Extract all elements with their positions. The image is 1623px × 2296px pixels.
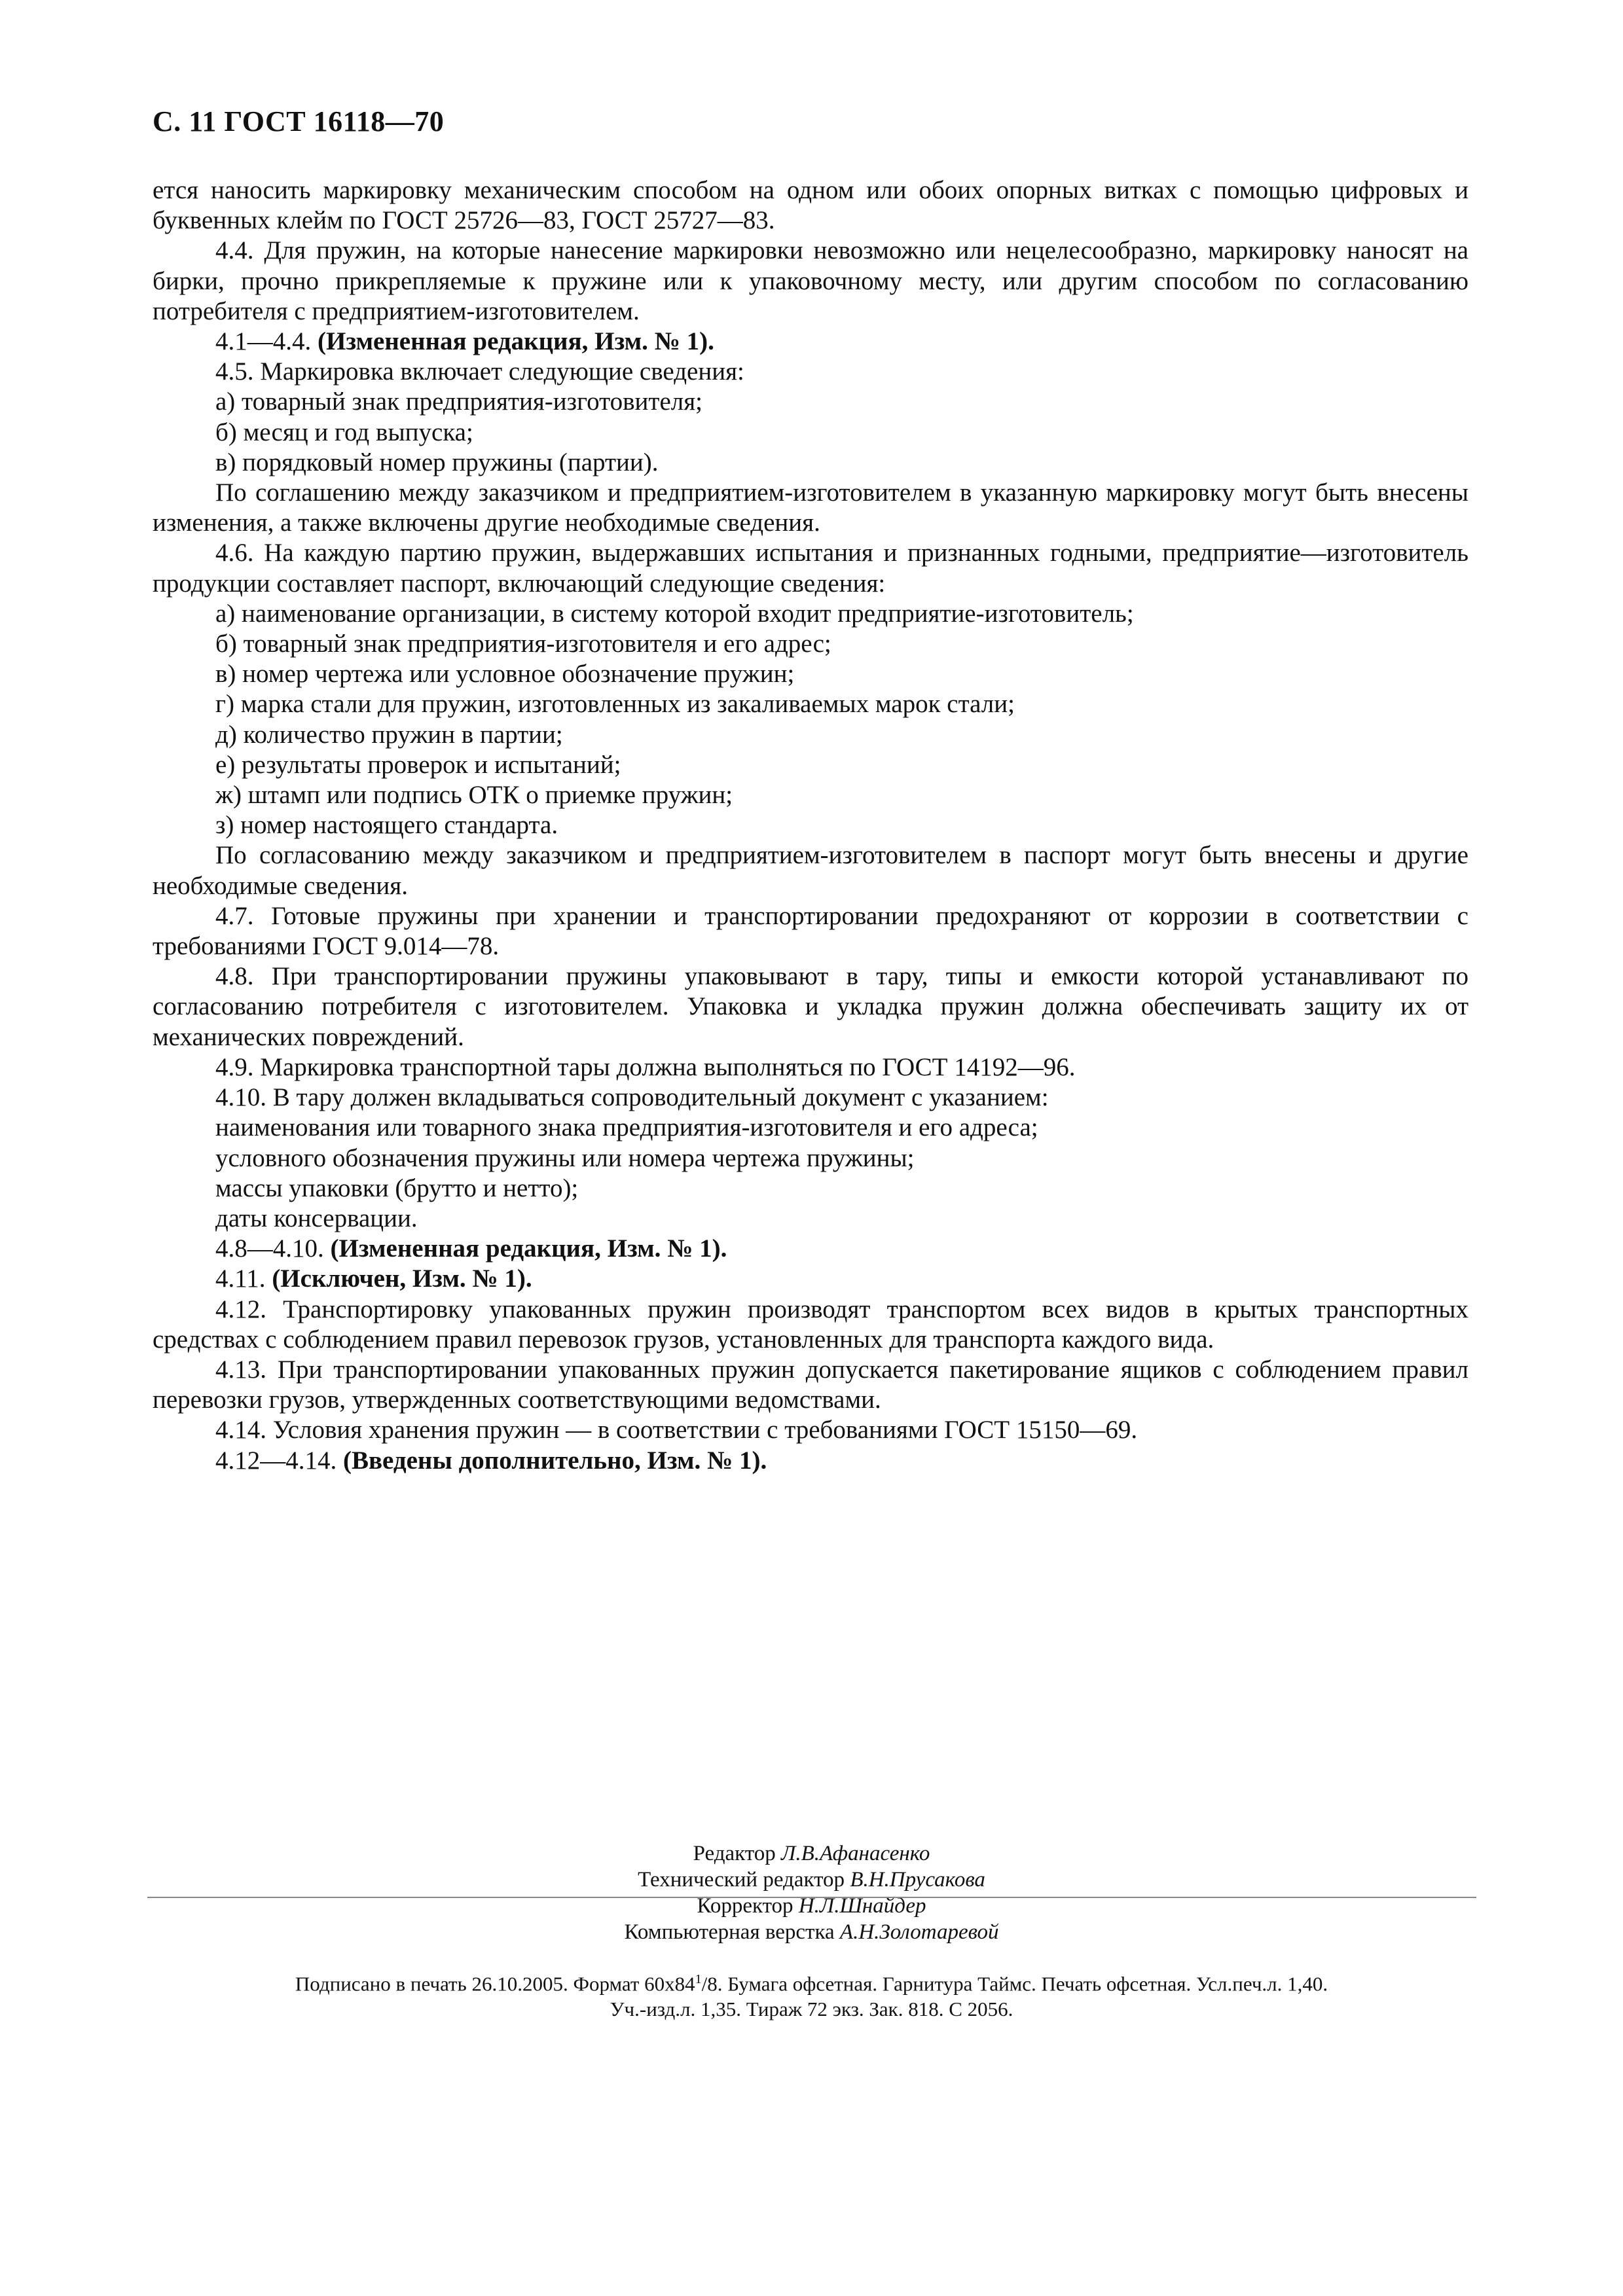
paragraph: 4.4. Для пружин, на которые нанесение маркировки невозможно или нецелесообразно, маркировку наносят на бирки, прочно прикрепляемые к пружине или к упаковочному месту, или другим способом по согласованию потребителя с предприятием-изготовителем. bbox=[153, 236, 1468, 325]
credit-line bbox=[0, 1840, 1623, 1867]
clause-number: 4.8—4.10. bbox=[215, 1234, 324, 1263]
credit-role: Корректор bbox=[697, 1894, 793, 1918]
paragraph: з) номер настоящего стандарта. bbox=[215, 811, 558, 840]
credit-role: Технический редактор bbox=[638, 1868, 845, 1892]
paragraph: 4.12. Транспортировку упакованных пружин производят транспортом всех видов в крытых транспортных средствах с соблюдением правил перевозок грузов, установленных для транспорта каждого вида. bbox=[153, 1295, 1468, 1354]
paragraph: 4.7. Готовые пружины при хранении и транспортировании предохраняют от коррозии в соответствии с требованиями ГОСТ 9.014—78. bbox=[153, 901, 1468, 961]
credit-name: А.Н.Золотаревой bbox=[839, 1920, 999, 1944]
credit-name: Н.Л.Шнайдер bbox=[798, 1894, 926, 1918]
imprint-line-2: Уч.-изд.л. 1,35. Тираж 72 экз. Зак. 818. С 2056. bbox=[610, 1998, 1013, 2021]
paragraph: ж) штамп или подпись ОТК о приемке пружин; bbox=[215, 781, 733, 810]
paragraph bbox=[153, 1234, 1468, 1264]
amendment-note: (Измененная редакция, Изм. № 1). bbox=[330, 1234, 727, 1263]
amendment-note: (Исключен, Изм. № 1). bbox=[272, 1265, 532, 1293]
document-body bbox=[153, 175, 1468, 1476]
paragraph bbox=[153, 327, 1468, 357]
paragraph: 4.6. На каждую партию пружин, выдержавших испытания и признанных годными, предприятие—изготовитель продукции составляет паспорт, включающий следующие сведения: bbox=[153, 539, 1468, 598]
paragraph: 4.10. В тару должен вкладываться сопроводительный документ с указанием: bbox=[215, 1083, 1049, 1112]
credit-name: Л.В.Афанасенко bbox=[781, 1842, 930, 1865]
paragraph: 4.9. Маркировка транспортной тары должна выполняться по ГОСТ 14192—96. bbox=[215, 1052, 1076, 1081]
amendment-note: (Измененная редакция, Изм. № 1). bbox=[318, 327, 714, 356]
paragraph: По соглашению между заказчиком и предприятием-изготовителем в указанную маркировку могут быть внесены изменения, а также включены другие необходимые сведения. bbox=[153, 478, 1468, 537]
paragraph: наименования или товарного знака предприятия-изготовителя и его адреса; bbox=[215, 1113, 1038, 1142]
paragraph: в) номер чертежа или условное обозначение пружин; bbox=[215, 660, 795, 689]
credit-role: Компьютерная верстка bbox=[624, 1920, 835, 1944]
imprint-block bbox=[0, 1967, 1623, 2022]
paragraph bbox=[153, 1446, 1468, 1476]
paragraph: д) количество пружин в партии; bbox=[215, 720, 563, 749]
credits-block bbox=[0, 1840, 1623, 1945]
paragraph: массы упаковки (брутто и нетто); bbox=[215, 1174, 579, 1202]
paragraph: даты консервации. bbox=[215, 1204, 418, 1232]
paragraph: а) товарный знак предприятия-изготовителя; bbox=[215, 387, 702, 416]
paragraph: е) результаты проверок и испытаний; bbox=[215, 750, 621, 779]
paragraph: г) марка стали для пружин, изготовленных из закаливаемых марок стали; bbox=[215, 690, 1015, 719]
paragraph: условного обозначения пружины или номера чертежа пружины; bbox=[215, 1143, 915, 1172]
paragraph: 4.14. Условия хранения пружин — в соответствии с требованиями ГОСТ 15150—69. bbox=[215, 1416, 1138, 1444]
paragraph: 4.13. При транспортировании упакованных пружин допускается пакетирование ящиков с соблюдением правил перевозки грузов, утвержденных соответствующими ведомствами. bbox=[153, 1355, 1468, 1414]
paragraph: в) порядковый номер пружины (партии). bbox=[215, 448, 659, 476]
credit-line bbox=[0, 1919, 1623, 1945]
paragraph bbox=[153, 1264, 1468, 1294]
imprint-line-1: Подписано в печать 26.10.2005. Формат $60х84^1/8$. Бумага офсетная. Гарнитура Таймс. Печать офсетная. Усл.печ.л. 1,40. bbox=[295, 1972, 1328, 1996]
clause-number: 4.11. bbox=[215, 1265, 266, 1293]
paragraph: б) товарный знак предприятия-изготовителя и его адрес; bbox=[215, 630, 831, 658]
credit-role: Редактор bbox=[693, 1842, 776, 1865]
clause-number: 4.12—4.14. bbox=[215, 1446, 337, 1475]
paragraph: ется наносить маркировку механическим способом на одном или обоих опорных витках с помощью цифровых и буквенных клейм по ГОСТ 25726—83, ГОСТ 25727—83. bbox=[153, 176, 1468, 235]
amendment-note: (Введены дополнительно, Изм. № 1). bbox=[343, 1446, 767, 1475]
separator-line bbox=[147, 1897, 1476, 1898]
paragraph: 4.5. Маркировка включает следующие сведения: bbox=[215, 357, 744, 386]
paragraph: б) месяц и год выпуска; bbox=[215, 418, 473, 446]
page-header: С. 11 ГОСТ 16118—70 bbox=[153, 105, 445, 137]
credit-name: В.Н.Прусакова bbox=[850, 1868, 985, 1892]
paragraph: 4.8. При транспортировании пружины упаковывают в тару, типы и емкости которой устанавливают по согласованию потребителя с изготовителем. Упаковка и укладка пружин должна обеспечивать защиту их от механических повреждений. bbox=[153, 962, 1468, 1051]
paragraph: По согласованию между заказчиком и предприятием-изготовителем в паспорт могут быть внесены и другие необходимые сведения. bbox=[153, 841, 1468, 900]
credit-line bbox=[0, 1867, 1623, 1893]
paragraph: а) наименование организации, в систему которой входит предприятие-изготовитель; bbox=[215, 599, 1134, 628]
clause-number: 4.1—4.4. bbox=[215, 327, 312, 356]
